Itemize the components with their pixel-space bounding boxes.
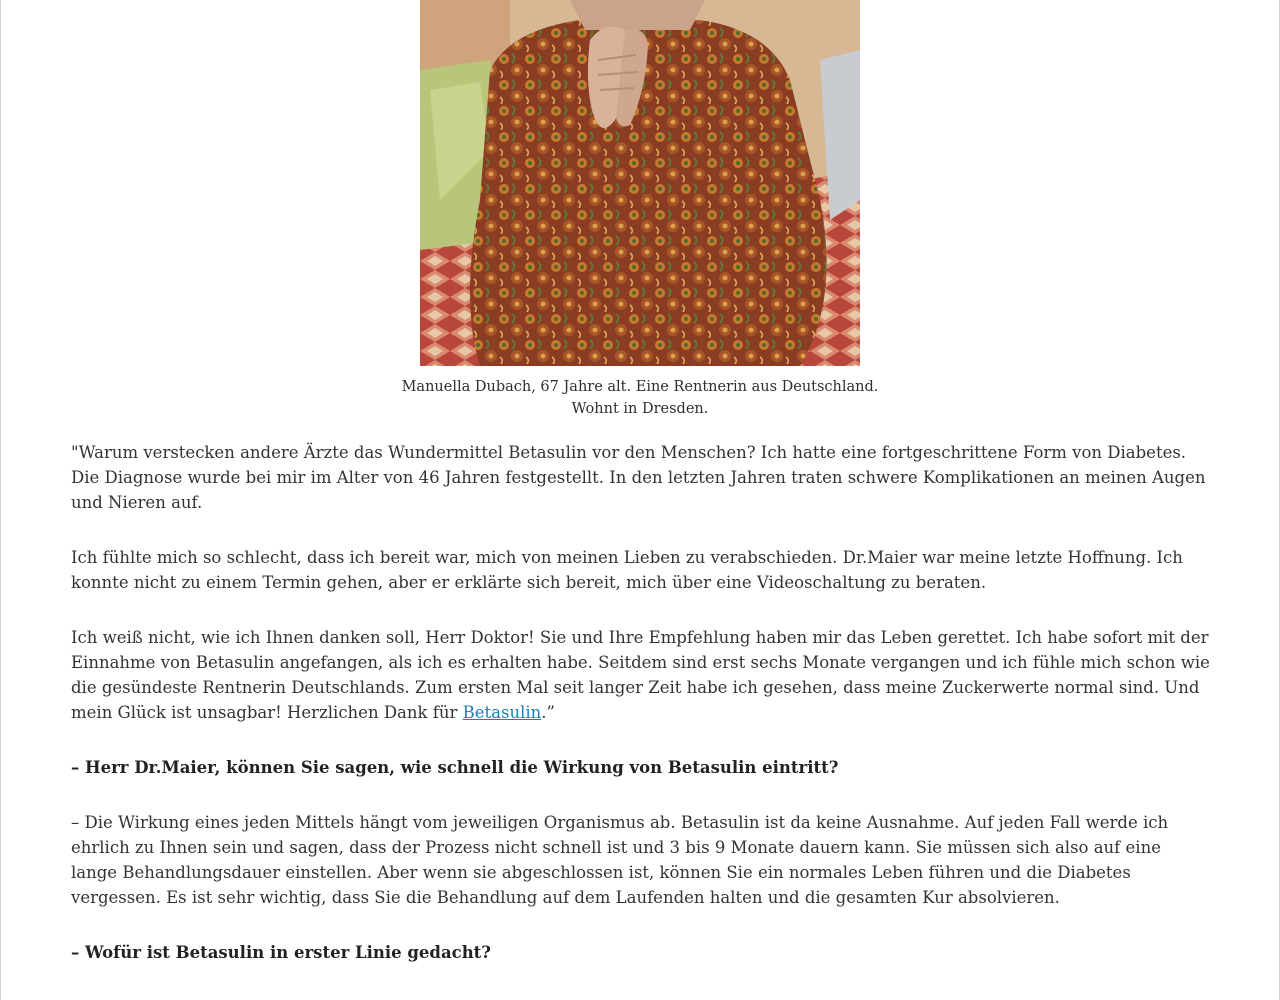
testimonial-paragraph-1: "Warum verstecken andere Ärzte das Wundermittel Betasulin vor den Menschen? Ich hatte eine fortgeschrittene Form von Diabetes. Die Diagnose wurde bei mir im Alter von 46 Jahren festgestellt. In den letzten Jahren traten schwere Komplikationen an meinen Augen und Nieren auf. [71,443,1206,512]
photo-caption: Manuella Dubach, 67 Jahre alt. Eine Rentnerin aus Deutschland. Wohnt in Dresden. [401,379,879,417]
photo-illustration [420,0,860,366]
testimonial-paragraph-3 [71,625,1211,725]
interview-question-1: – Herr Dr.Maier, können Sie sagen, wie schnell die Wirkung von Betasulin eintritt? [71,758,839,777]
testimonial-paragraph-2: Ich fühlte mich so schlecht, dass ich bereit war, mich von meinen Lieben zu verabschieden. Dr.Maier war meine letzte Hoffnung. Ich konnte nicht zu einem Termin gehen, aber er erklärte sich bereit, mich über eine Videoschaltung zu beraten. [71,548,1183,592]
paragraph-text: Ich weiß nicht, wie ich Ihnen danken soll, Herr Doktor! Sie und Ihre Empfehlung haben mir das Leben gerettet. Ich habe sofort mit der Einnahme von Betasulin angefangen, als ich es erhalten habe. Seitdem sind erst sechs Monate vergangen und ich fühle mich schon wie die gesündeste Rentnerin Deutschlands. Zum ersten Mal seit langer Zeit habe ich gesehen, dass meine Zuckerwerte normal sind. Und mein Glück ist unsagbar! Herzlichen Dank für [71,628,1210,722]
paragraph-end: .” [541,703,555,722]
interview-question-2: – Wofür ist Betasulin in erster Linie gedacht? [71,943,491,962]
interview-answer-1: – Die Wirkung eines jeden Mittels hängt vom jeweiligen Organismus ab. Betasulin ist da keine Ausnahme. Auf jeden Fall werde ich ehrlich zu Ihnen sein und sagen, dass der Prozess nicht schnell ist und 3 bis 9 Monate dauern kann. Sie müssen sich also auf eine lange Behandlungsdauer einstellen. Aber wenn sie abgeschlossen ist, können Sie ein normales Leben führen und die Diabetes vergessen. Es ist sehr wichtig, dass Sie die Behandlung auf dem Laufenden halten und die gesamten Kur absolvieren. [71,813,1169,907]
betasulin-link[interactable]: Betasulin [462,703,542,722]
article-photo [420,0,860,366]
